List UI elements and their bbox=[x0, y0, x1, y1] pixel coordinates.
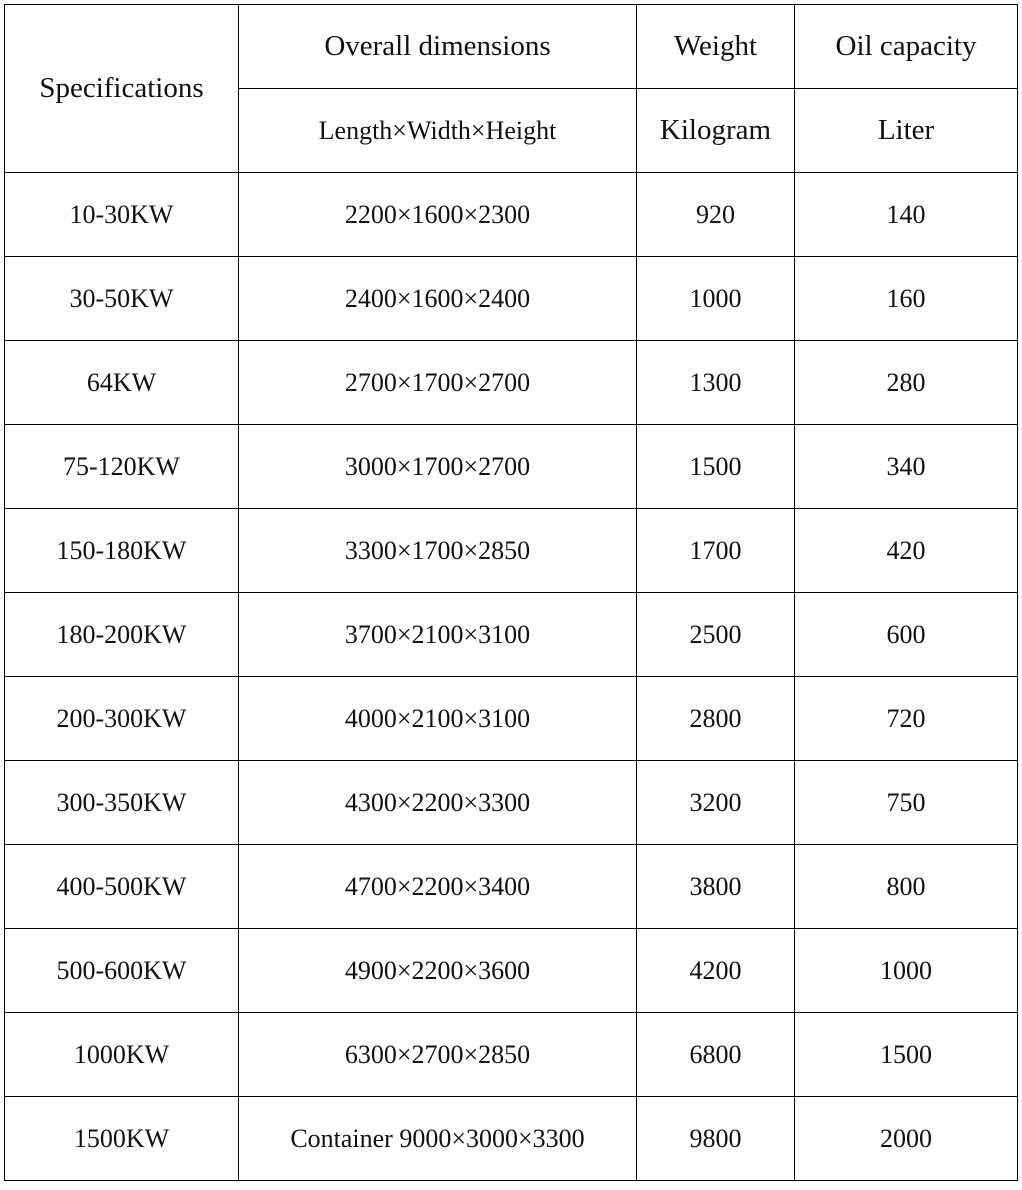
cell-dimensions: 4300×2200×3300 bbox=[239, 761, 637, 845]
cell-oil: 1000 bbox=[795, 929, 1018, 1013]
cell-dimensions: 3000×1700×2700 bbox=[239, 425, 637, 509]
cell-spec: 150-180KW bbox=[5, 509, 239, 593]
cell-weight: 1700 bbox=[637, 509, 795, 593]
cell-spec: 300-350KW bbox=[5, 761, 239, 845]
table-row bbox=[5, 341, 1018, 425]
table-body bbox=[5, 5, 1018, 1181]
cell-spec: 1000KW bbox=[5, 1013, 239, 1097]
table-row bbox=[5, 509, 1018, 593]
cell-oil: 280 bbox=[795, 341, 1018, 425]
cell-weight: 3800 bbox=[637, 845, 795, 929]
unit-oil: Liter bbox=[795, 89, 1018, 173]
cell-dimensions: 4700×2200×3400 bbox=[239, 845, 637, 929]
cell-dimensions: 6300×2700×2850 bbox=[239, 1013, 637, 1097]
header-weight: Weight bbox=[637, 5, 795, 89]
cell-weight: 3200 bbox=[637, 761, 795, 845]
unit-weight: Kilogram bbox=[637, 89, 795, 173]
cell-oil: 1500 bbox=[795, 1013, 1018, 1097]
header-overall-dimensions: Overall dimensions bbox=[239, 5, 637, 89]
cell-spec: 64KW bbox=[5, 341, 239, 425]
cell-oil: 160 bbox=[795, 257, 1018, 341]
cell-oil: 750 bbox=[795, 761, 1018, 845]
cell-weight: 1300 bbox=[637, 341, 795, 425]
cell-dimensions: 2700×1700×2700 bbox=[239, 341, 637, 425]
cell-dimensions: 3300×1700×2850 bbox=[239, 509, 637, 593]
cell-spec: 200-300KW bbox=[5, 677, 239, 761]
cell-oil: 720 bbox=[795, 677, 1018, 761]
cell-weight: 1000 bbox=[637, 257, 795, 341]
cell-dimensions: Container 9000×3000×3300 bbox=[239, 1097, 637, 1181]
cell-spec: 400-500KW bbox=[5, 845, 239, 929]
specifications-table bbox=[4, 4, 1018, 1181]
table-row bbox=[5, 173, 1018, 257]
cell-weight: 9800 bbox=[637, 1097, 795, 1181]
cell-spec: 75-120KW bbox=[5, 425, 239, 509]
header-specifications: Specifications bbox=[5, 5, 239, 173]
table-row bbox=[5, 1013, 1018, 1097]
table-row bbox=[5, 845, 1018, 929]
cell-spec: 180-200KW bbox=[5, 593, 239, 677]
cell-weight: 4200 bbox=[637, 929, 795, 1013]
cell-oil: 140 bbox=[795, 173, 1018, 257]
cell-spec: 30-50KW bbox=[5, 257, 239, 341]
table-row bbox=[5, 1097, 1018, 1181]
cell-dimensions: 3700×2100×3100 bbox=[239, 593, 637, 677]
cell-dimensions: 2200×1600×2300 bbox=[239, 173, 637, 257]
cell-oil: 600 bbox=[795, 593, 1018, 677]
cell-oil: 340 bbox=[795, 425, 1018, 509]
cell-weight: 1500 bbox=[637, 425, 795, 509]
cell-dimensions: 2400×1600×2400 bbox=[239, 257, 637, 341]
table-row bbox=[5, 425, 1018, 509]
cell-oil: 800 bbox=[795, 845, 1018, 929]
cell-spec: 10-30KW bbox=[5, 173, 239, 257]
cell-dimensions: 4900×2200×3600 bbox=[239, 929, 637, 1013]
cell-weight: 920 bbox=[637, 173, 795, 257]
table-row bbox=[5, 677, 1018, 761]
table-row bbox=[5, 761, 1018, 845]
cell-weight: 2800 bbox=[637, 677, 795, 761]
table-row bbox=[5, 593, 1018, 677]
table-row bbox=[5, 929, 1018, 1013]
header-row bbox=[5, 5, 1018, 89]
cell-oil: 420 bbox=[795, 509, 1018, 593]
cell-oil: 2000 bbox=[795, 1097, 1018, 1181]
cell-dimensions: 4000×2100×3100 bbox=[239, 677, 637, 761]
header-oil-capacity: Oil capacity bbox=[795, 5, 1018, 89]
cell-weight: 2500 bbox=[637, 593, 795, 677]
unit-dimensions: Length×Width×Height bbox=[239, 89, 637, 173]
cell-spec: 500-600KW bbox=[5, 929, 239, 1013]
cell-spec: 1500KW bbox=[5, 1097, 239, 1181]
table-row bbox=[5, 257, 1018, 341]
cell-weight: 6800 bbox=[637, 1013, 795, 1097]
